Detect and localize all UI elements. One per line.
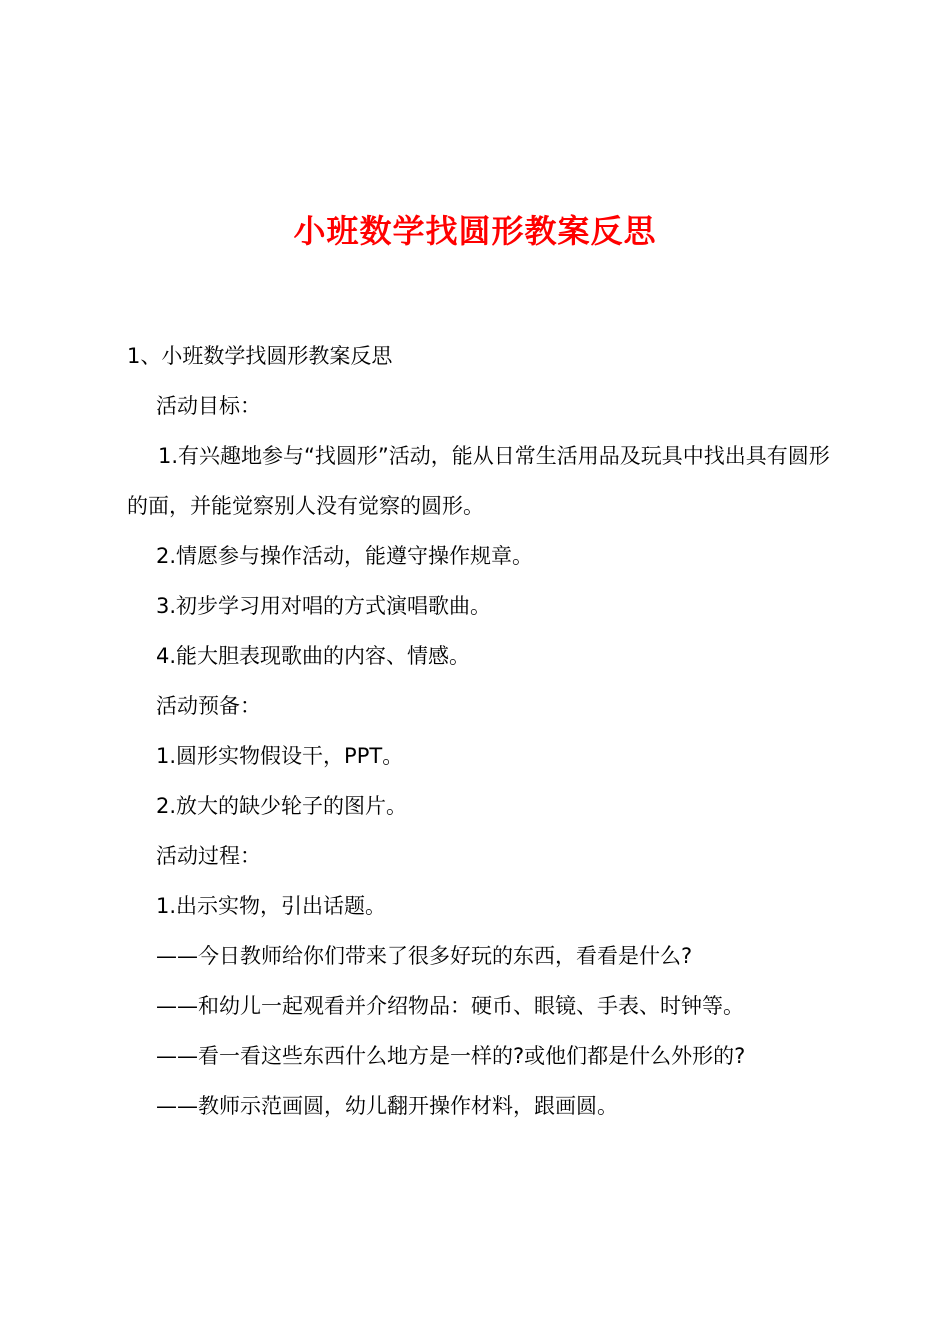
paragraph-goals-heading: 活动目标： (156, 394, 261, 418)
paragraph-process-heading: 活动过程： (156, 844, 261, 868)
paragraph-prep-1: 1.圆形实物假设干，PPT。 (156, 744, 404, 768)
paragraph-goal-3: 3.初步学习用对唱的方式演唱歌曲。 (156, 594, 492, 618)
paragraph-dialogue-1: ——今日教师给你们带来了很多好玩的东西，看看是什么? (156, 944, 693, 968)
paragraph-dialogue-2: ——和幼儿一起观看并介绍物品：硬币、眼镜、手表、时钟等。 (156, 994, 744, 1018)
paragraph-dialogue-3: ——看一看这些东西什么地方是一样的?或他们都是什么外形的? (156, 1044, 746, 1068)
document-body (127, 331, 832, 1131)
document-title: 小班数学找圆形教案反思 (293, 212, 657, 250)
paragraph-goal-4: 4.能大胆表现歌曲的内容、情感。 (156, 644, 471, 668)
paragraph-process-1: 1.出示实物，引出话题。 (156, 894, 387, 918)
paragraph-goal-1: 1.有兴趣地参与“找圆形”活动，能从日常生活用品及玩具中找出具有圆形的面，并能觉察别人没有觉察的圆形。 (127, 444, 830, 518)
paragraph-prep-2: 2.放大的缺少轮子的图片。 (156, 794, 408, 818)
section-heading: 1、小班数学找圆形教案反思 (127, 344, 393, 368)
paragraph-prep-heading: 活动预备： (156, 694, 261, 718)
paragraph-dialogue-4: ——教师示范画圆，幼儿翻开操作材料，跟画圆。 (156, 1094, 618, 1118)
paragraph-goal-2: 2.情愿参与操作活动，能遵守操作规章。 (156, 544, 534, 568)
